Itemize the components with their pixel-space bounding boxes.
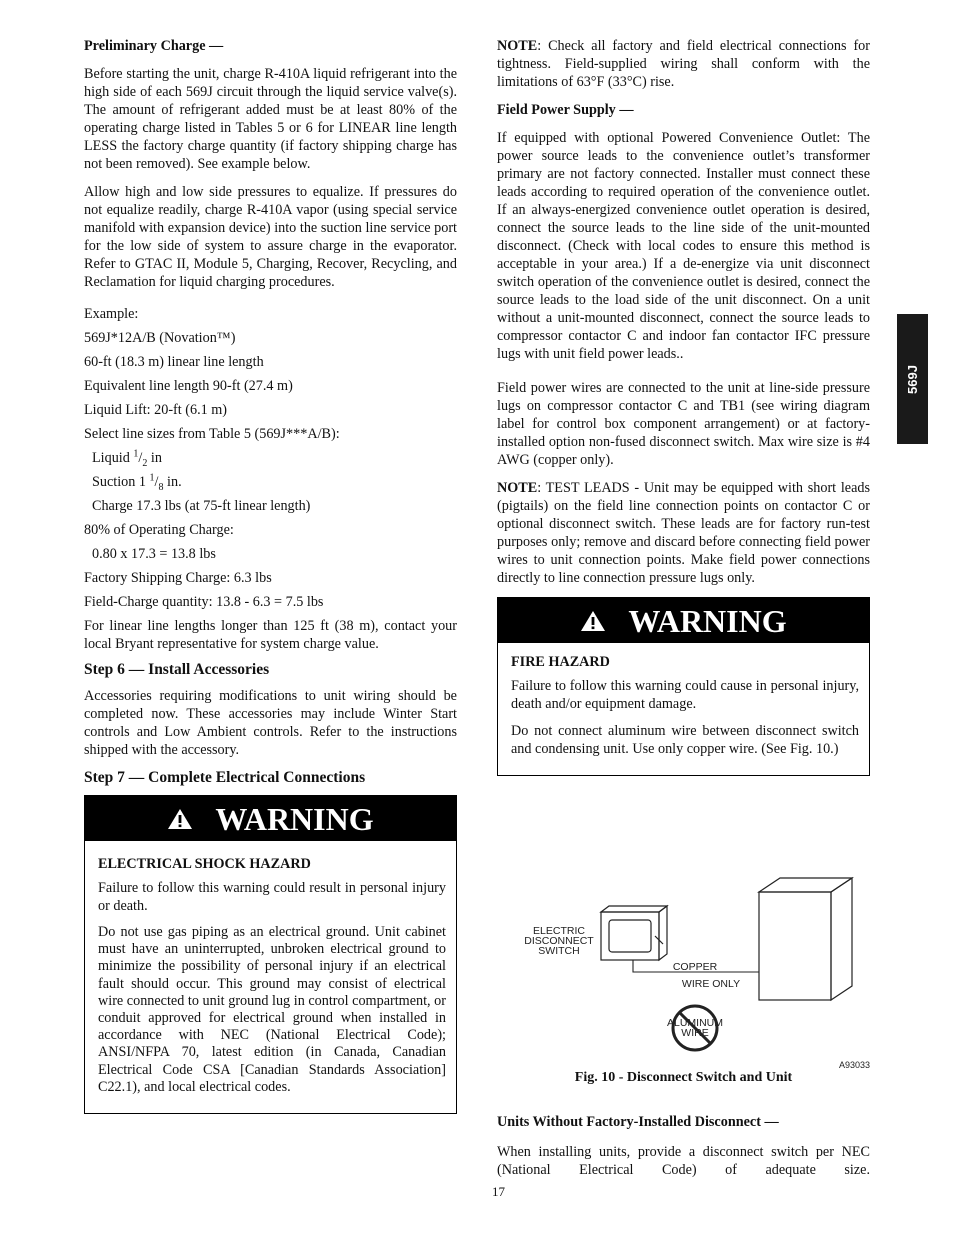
- disconnect-switch-diagram: [497, 856, 870, 1068]
- aluminum-label-line-2: WIRE: [681, 1027, 709, 1039]
- disconnect-label-line-3: SWITCH: [538, 945, 580, 957]
- example-charge: Charge 17.3 lbs (at 75-ft linear length): [92, 498, 311, 514]
- fire-hazard-warning-box: [497, 597, 870, 776]
- figure-10: [497, 856, 870, 1096]
- warning-paragraph-2: Do not use gas piping as an electrical ground. Unit cabinet must have an uninterrupted, unbroken electrical ground to minimize the possibility of personal injury if an electrical fault should occur. This ground may consist of electrical wire connected to unit ground lug in control compartment, or conduit approved for electrical ground when installed in accordance with NEC (National Electrical Code); ANSI/NFPA 70, latest edition (in Canada, Canadian Electrical Code CSA [Canadian Standards Association] C22.1), and local electrical codes.: [98, 924, 446, 1095]
- condensing-unit-drawing: [759, 878, 852, 1000]
- warning-paragraph-1: Failure to follow this warning could result in personal injury or death.: [98, 880, 446, 914]
- warning-paragraph-1: Failure to follow this warning could cause in personal injury, death and/or equipment damage.: [511, 678, 859, 712]
- warning-body: [498, 643, 869, 775]
- left-column: [84, 37, 457, 1114]
- step-6-heading: Step 6 — Install Accessories: [84, 661, 270, 678]
- side-tab: [897, 314, 928, 444]
- example-linear-length: 60-ft (18.3 m) linear line length: [84, 354, 264, 370]
- field-power-paragraph-2: Field power wires are connected to the unit at line-side pressure lugs on compressor contactor C and TB1 (see wiring diagram label for control box component arrangement) or at factory-installed option non-fused disconnect switch. Max wire size is #4 AWG (copper only).: [497, 380, 870, 468]
- warning-triangle-icon: [580, 610, 606, 632]
- units-without-disconnect-heading: Units Without Factory-Installed Disconnect —: [497, 1114, 779, 1130]
- warning-title: FIRE HAZARD: [511, 654, 610, 670]
- aluminum-label-line-1: ALUMINUM: [666, 1017, 724, 1029]
- figure-code: A93033: [838, 1060, 870, 1068]
- page-number: 17: [492, 1184, 505, 1199]
- example-80-percent: 80% of Operating Charge:: [84, 522, 234, 538]
- example-equivalent-length: Equivalent line length 90-ft (27.4 m): [84, 378, 293, 394]
- field-power-paragraph-1: If equipped with optional Powered Convenience Outlet: The power source leads to the convenience outlet’s transformer primary are not factory connected. Installer must connect these leads according to required operation of the convenience outlet. If an always-energized convenience outlet operation is desired, connect the source leads to the line side of the unit-mounted disconnect. (Check with local codes to ensure this method is acceptable in your area.) If a de-energize via unit disconnect switch operation of the convenience outlet is desired, connect the source leads to the load side of the unit disconnect. On a unit without a unit-mounted disconnect, connect the source leads to compressor contactor C and indoor fan contactor IFC pressure lugs with unit field power leads..: [497, 130, 870, 362]
- example-liquid-lift: Liquid Lift: 20-ft (6.1 m): [84, 402, 228, 418]
- preliminary-charge-paragraph-3: For linear line lengths longer than 125 ft (38 m), contact your local Bryant representative for system charge value.: [84, 618, 457, 652]
- copper-label-line-2: WIRE ONLY: [681, 978, 741, 990]
- disconnect-label-line-1: ELECTRIC: [533, 925, 585, 937]
- example-select-lines: Select line sizes from Table 5 (569J***A/B):: [84, 426, 340, 442]
- example-field-charge: Field-Charge quantity: 13.8 - 6.3 = 7.5 lbs: [84, 594, 324, 610]
- units-without-disconnect-paragraph: When installing units, provide a disconnect switch per NEC (National Electrical Code) of adequate size.: [497, 1144, 870, 1178]
- charge-example: [84, 305, 457, 611]
- warning-triangle-icon: [167, 808, 193, 830]
- warning-label: WARNING: [628, 602, 787, 639]
- copper-label-line-1: COPPER: [672, 961, 718, 973]
- warning-label: WARNING: [215, 800, 374, 837]
- warning-paragraph-2: Do not connect aluminum wire between disconnect switch and condensing unit. Use only copper wire. (See Fig. 10.): [511, 723, 859, 757]
- example-suction-size: Suction 1 $^1/_8$ in.: [92, 472, 182, 493]
- example-model: 569J*12A/B (Novation™): [84, 330, 236, 346]
- right-column: [497, 37, 870, 776]
- preliminary-charge-heading: Preliminary Charge —: [84, 38, 224, 54]
- step-7-heading: Step 7 — Complete Electrical Connections: [84, 769, 366, 786]
- warning-banner: [85, 796, 456, 841]
- preliminary-charge-paragraph-2: Allow high and low side pressures to equalize. If pressures do not equalize readily, charge R-410A vapor (using special service manifold with expansion device) into the suction line service port for the low side of system to assure charge in the evaporator. Refer to GTAC II, Module 5, Charging, Recover, Recycling, and Reclamation for liquid charging procedures.: [84, 184, 457, 290]
- warning-title: ELECTRICAL SHOCK HAZARD: [98, 856, 311, 872]
- figure-caption: Fig. 10 - Disconnect Switch and Unit: [574, 1070, 793, 1085]
- step-6-paragraph: Accessories requiring modifications to unit wiring should be completed now. These accessories may include Winter Start controls and Low Ambient controls. Refer to the instructions shipped with the accessory.: [84, 688, 457, 758]
- preliminary-charge-paragraph-1: Before starting the unit, charge R-410A liquid refrigerant into the high side of each 569J circuit through the liquid service valve(s). The amount of refrigerant added must be at least 80% of the operating charge listed in Tables 5 or 6 for LINEAR line length LESS the factory charge quantity (if factory shipping charge has not been removed). See example below.: [84, 66, 457, 172]
- example-factory-charge: Factory Shipping Charge: 6.3 lbs: [84, 570, 272, 586]
- side-tab-label: 569J: [904, 364, 920, 394]
- example-liquid-size: Liquid $^1/_2$ in: [92, 448, 162, 469]
- warning-banner: [498, 598, 869, 643]
- example-label: Example:: [84, 306, 139, 322]
- electrical-shock-warning-box: [84, 795, 457, 1114]
- disconnect-label-line-2: DISCONNECT: [524, 935, 594, 947]
- note-connections: NOTE: Check all factory and field electrical connections for tightness. Field-supplied wiring shall conform with the limitations of 63°F (33°C) rise.: [497, 38, 870, 90]
- example-calculation: 0.80 x 17.3 = 13.8 lbs: [92, 546, 216, 562]
- disconnect-switch-drawing: [601, 906, 667, 960]
- warning-body: [85, 841, 456, 1113]
- field-power-supply-heading: Field Power Supply —: [497, 102, 634, 118]
- note-test-leads: NOTE: TEST LEADS - Unit may be equipped with short leads (pigtails) on the field line connection points on contactor C or optional disconnect switch. These leads are for factory run-test purposes only; remove and discard before connecting field power wires to unit connection points. Make field power connections directly to line connection pressure lugs only.: [497, 480, 870, 586]
- units-without-disconnect-section: [497, 1113, 870, 1189]
